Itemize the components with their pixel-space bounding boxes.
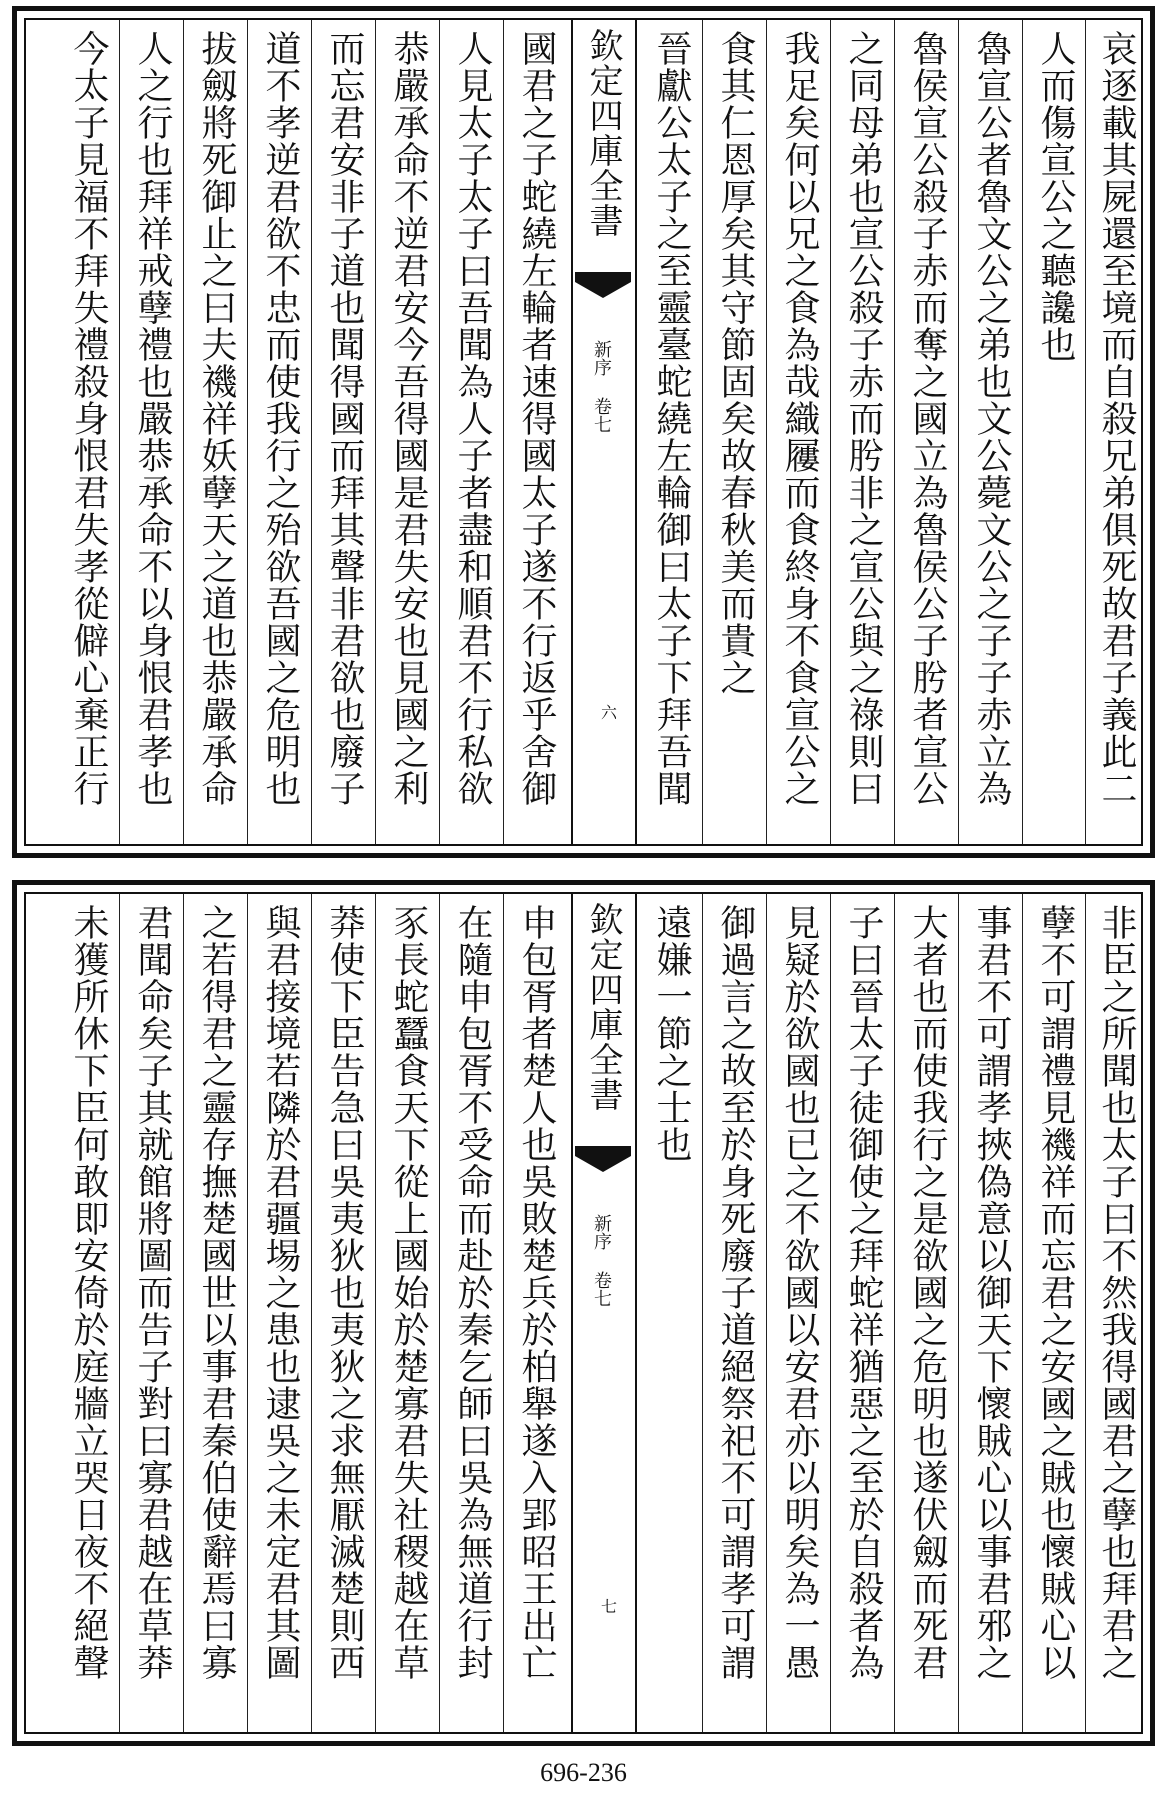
margin-title: 欽定四庫全書 [583, 28, 623, 238]
column-rule [247, 894, 248, 1732]
column-rule [894, 894, 895, 1732]
column-rule [1022, 20, 1023, 844]
column-rule [894, 20, 895, 844]
column-rule [1085, 894, 1086, 1732]
column-rule [503, 20, 504, 844]
text-column: 在隨申包胥不受命而赴於秦乞師曰吳為無道行封 [452, 904, 493, 1681]
column-rule [311, 20, 312, 844]
text-column: 晉獻公太子之至靈臺蛇繞左輪御曰太子下拜吾聞 [651, 30, 692, 807]
text-column: 我足矣何以兄之食為哉織屨而食終身不食宣公之 [779, 30, 820, 807]
column-rule [958, 20, 959, 844]
text-column: 子曰晉太子徒御使之拜蛇祥猶惡之至於自殺者為 [843, 904, 884, 1681]
column-rule [311, 894, 312, 1732]
center-rule [635, 894, 637, 1732]
column-rule [503, 894, 504, 1732]
column-rule [375, 894, 376, 1732]
center-margin [571, 20, 635, 844]
page-bottom-frame [24, 892, 1143, 1734]
text-column: 大者也而使我行之是欲國之危明也遂伏劔而死君 [907, 904, 948, 1681]
column-rule [375, 20, 376, 844]
text-column: 未獲所休下臣何敢即安倚於庭牆立哭日夜不絕聲 [68, 904, 109, 1681]
column-rule [119, 20, 120, 844]
fish-tail-icon [575, 272, 631, 300]
fish-tail-icon [575, 1146, 631, 1174]
text-column: 之同母弟也宣公殺子赤而肹非之宣公與之祿則曰 [843, 30, 884, 807]
text-column: 食其仁恩厚矣其守節固矣故春秋美而貴之 [715, 30, 756, 696]
page-top [12, 6, 1155, 858]
column-rule [183, 20, 184, 844]
text-column: 豕長蛇蠶食天下從上國始於楚寡君失社稷越在草 [388, 904, 429, 1681]
column-rule [830, 894, 831, 1732]
text-column: 莽使下臣告急曰吳夷狄也夷狄之求無厭滅楚則西 [324, 904, 365, 1681]
column-rule [439, 894, 440, 1732]
page-number: 696-236 [540, 1758, 627, 1787]
column-rule [958, 894, 959, 1732]
text-column: 哀逐載其屍還至境而自殺兄弟俱死故君子義此二 [1096, 30, 1137, 807]
text-column: 人見太子太子曰吾聞為人子者盡和順君不行私欲 [452, 30, 493, 807]
text-column: 御過言之故至於身死廢子道絕祭祀不可謂孝可謂 [715, 904, 756, 1681]
text-column: 見疑於欲國也已之不欲國以安君亦以明矣為一愚 [779, 904, 820, 1681]
text-column: 孽不可謂禮見禨祥而忘君之安國之賊也懷賊心以 [1035, 904, 1076, 1681]
text-column: 國君之子蛇繞左輪者速得國太子遂不行返乎舍御 [516, 30, 557, 807]
center-rule [571, 894, 573, 1732]
leaf-number: 七 [601, 1597, 618, 1616]
column-rule [766, 20, 767, 844]
center-rule [635, 20, 637, 844]
text-column: 道不孝逆君欲不忠而使我行之殆欲吾國之危明也 [260, 30, 301, 807]
margin-subtitle: 新序 卷七 [591, 1214, 612, 1307]
column-rule [247, 20, 248, 844]
text-column: 魯宣公者魯文公之弟也文公薨文公之子子赤立為 [971, 30, 1012, 807]
leaf-number: 六 [601, 703, 618, 722]
text-column: 申包胥者楚人也吳敗楚兵於柏舉遂入郢昭王出亡 [516, 904, 557, 1681]
column-rule [766, 894, 767, 1732]
text-column: 遠嫌一節之士也 [651, 904, 692, 1163]
text-column: 之若得君之靈存撫楚國世以事君秦伯使辭焉曰寡 [196, 904, 237, 1681]
column-rule [1022, 894, 1023, 1732]
text-column: 拔劔將死御止之曰夫禨祥妖孽天之道也恭嚴承命 [196, 30, 237, 807]
text-column: 非臣之所聞也太子曰不然我得國君之孽也拜君之 [1096, 904, 1137, 1681]
center-rule [571, 20, 573, 844]
page-bottom [12, 880, 1155, 1746]
center-margin [571, 894, 635, 1732]
text-column: 而忘君安非子道也聞得國而拜其聲非君欲也廢子 [324, 30, 365, 807]
margin-title: 欽定四庫全書 [583, 902, 623, 1112]
text-column: 魯侯宣公殺子赤而奪之國立為魯侯公子肹者宣公 [907, 30, 948, 807]
text-column: 人之行也拜祥戒孽禮也嚴恭承命不以身恨君孝也 [132, 30, 173, 807]
text-column: 事君不可謂孝挾偽意以御天下懷賊心以事君邪之 [971, 904, 1012, 1681]
text-column: 恭嚴承命不逆君安今吾得國是君失安也見國之利 [388, 30, 429, 807]
column-rule [702, 20, 703, 844]
column-rule [119, 894, 120, 1732]
column-rule [830, 20, 831, 844]
text-column: 君聞命矣子其就館將圖而告子對曰寡君越在草莽 [132, 904, 173, 1681]
column-rule [183, 894, 184, 1732]
page-top-frame [24, 18, 1143, 846]
margin-subtitle: 新序 卷七 [591, 340, 612, 433]
column-rule [702, 894, 703, 1732]
text-column: 今太子見福不拜失禮殺身恨君失孝從僻心棄正行 [68, 30, 109, 807]
column-rule [1085, 20, 1086, 844]
text-column: 與君接境若隣於君疆埸之患也逮吳之未定君其圖 [260, 904, 301, 1681]
column-rule [439, 20, 440, 844]
text-column: 人而傷宣公之聽讒也 [1035, 30, 1076, 363]
